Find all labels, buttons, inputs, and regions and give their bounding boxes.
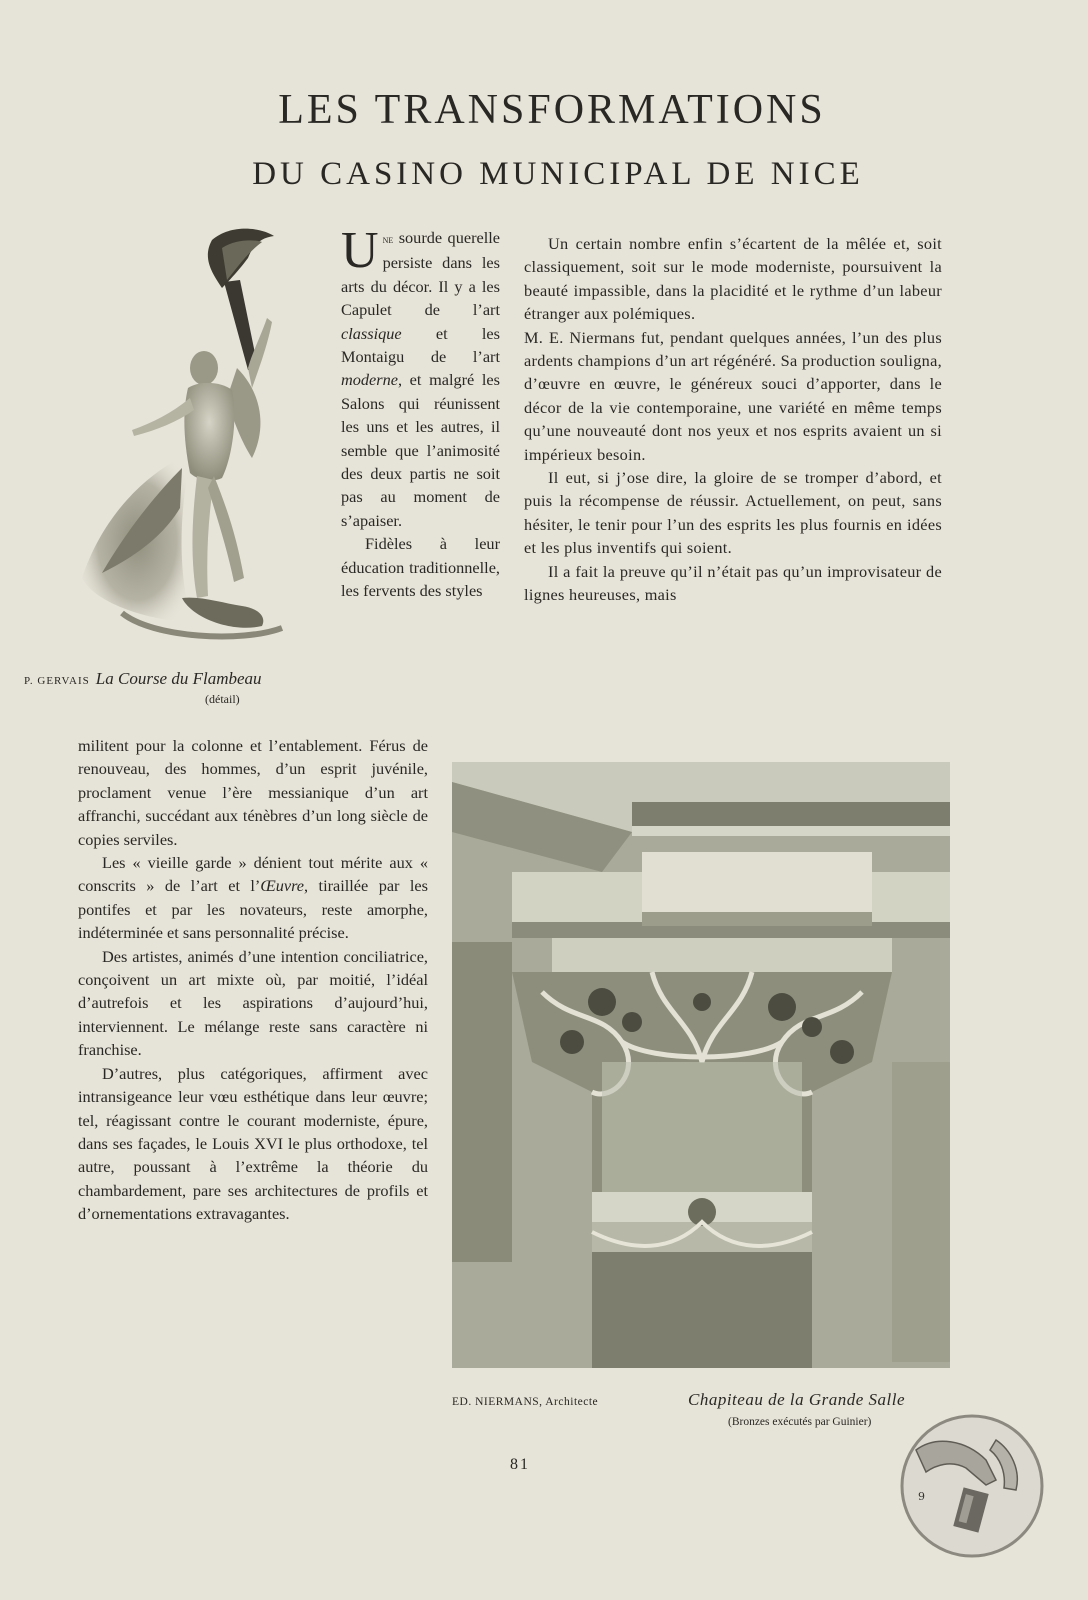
text-run: , et malgré les Salons qui réunissent les uns et les autres, il semble que l’animosité des deux partis ne soit pas au moment de s’apaiser. <box>341 370 500 530</box>
column-2-paragraph-3: Il eut, si j’ose dire, la gloire de se tromper d’abord, et puis la récompense de réussir. Actuellement, on peut, sans hésiter, le tenir pour l’un des esprits les plus fournis en idées et les plus inventifs qui soient. <box>524 468 942 558</box>
column-3-paragraph-2 <box>78 851 428 945</box>
library-stamp <box>896 1410 1048 1562</box>
column-2-paragraph-2: M. E. Niermans fut, pendant quelques années, l’un des plus ardents champions d’un art régénéré. Sa production souligna, d’œuvre en œuvre, le généreux souci d’apporter, dans le décor de la vie contemporaine, une variété en même temps qu’une nouveauté dont nos yeux et nos esprits avaient un si impérieux besoin. <box>524 327 942 464</box>
statue-illustration <box>62 218 324 650</box>
text-run: et les Montaigu de l’art <box>341 323 500 367</box>
ornate-capital-image <box>452 762 950 1368</box>
column-2 <box>524 232 942 607</box>
statue-author: P. GERVAIS <box>24 675 90 687</box>
hand-stamp-icon <box>896 1410 1048 1562</box>
text-em: moderne <box>341 370 398 390</box>
photo-title: Chapiteau de la Grande Salle <box>688 1390 906 1409</box>
column-3-paragraph-3: Des artistes, animés d’une intention conciliatrice, conçoivent un art mixte où, par moitié, l’idéal d’autrefois et les aspirations d’aujourd’hui, interviennent. Le mélange reste sans caractère ni franchise. <box>78 946 428 1060</box>
statue-caption <box>24 669 324 689</box>
capital-photograph <box>452 762 950 1368</box>
page-number: 81 <box>510 1456 530 1473</box>
page-title: LES TRANSFORMATIONS <box>278 87 826 133</box>
column-2-paragraph-4: Il a fait la preuve qu’il n’était pas qu’un improvisateur de lignes heureuses, mais <box>524 561 942 605</box>
column-3 <box>78 734 428 1226</box>
torch-runner-figure <box>62 218 324 650</box>
drop-cap: U <box>341 222 379 279</box>
stamp-number: 9 <box>918 1490 925 1503</box>
column-1 <box>341 222 500 603</box>
text-run: Les « vieille garde » dénient tout mérite aux « conscrits » de l’art et l’ <box>78 853 428 896</box>
column-3-paragraph-4: D’autres, plus catégoriques, affirment avec intransigeance leur vœu esthétique dans leur œuvre; tel, réagissant contre le courant moderniste, épure, dans ses façades, le Louis XVI le plus orthodoxe, tel autre, poussant à l’extrême la théorie du chambardement, pare ses architectures de profils et d’ornementations extravagantes. <box>78 1063 428 1224</box>
page-subtitle: DU CASINO MUNICIPAL DE NICE <box>252 156 864 192</box>
photo-author: ED. NIERMANS, Architecte <box>452 1396 599 1408</box>
column-1-paragraph-2: Fidèles à leur éducation traditionnelle, les fervents des styles <box>341 534 500 601</box>
photo-subtitle: (Bronzes exécutés par Guinier) <box>728 1416 872 1428</box>
statue-subtitle: (détail) <box>205 692 240 706</box>
text-run: , tiraillée par les pontifes et par les novateurs, reste amorphe, indéterminée et sans personnalité précise. <box>78 876 428 943</box>
column-2-paragraph-1: Un certain nombre enfin s’écartent de la mêlée et, soit classiquement, soit sur le mode moderniste, poursuivent la beauté impassible, dans la placidité et le rythme d’un labeur étranger aux polémiques. <box>524 234 942 324</box>
column-1-paragraph-1 <box>341 222 500 532</box>
column-3-paragraph-1: militent pour la colonne et l’entablement. Férus de renouveau, des hommes, d’un esprit juvénile, proclament venue l’ère messianique d’un art affranchi, succédant aux ténèbres d’un long siècle de copies serviles. <box>78 736 428 849</box>
text-run: sourde querelle persiste dans les arts du décor. Il y a les Capulet de l’art <box>341 228 500 320</box>
drop-cap-rest: ne <box>382 232 394 246</box>
text-em: Œuvre <box>260 876 305 896</box>
text-em: classique <box>341 323 402 343</box>
statue-title: La Course du Flambeau <box>95 669 262 688</box>
